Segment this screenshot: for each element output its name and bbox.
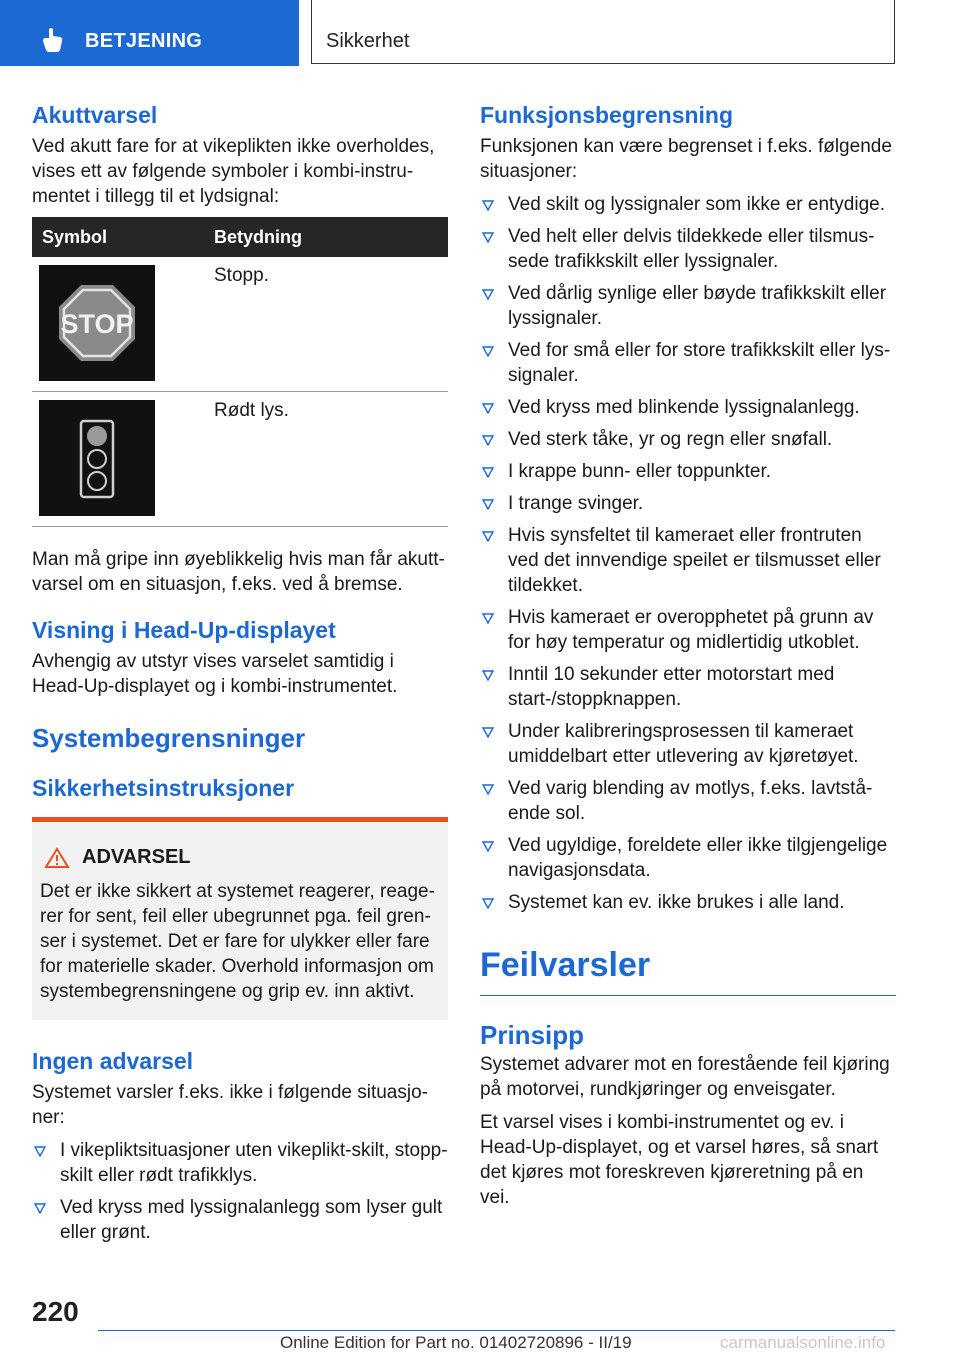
section-tab (0, 0, 299, 66)
hand-pointer-icon (40, 27, 66, 53)
triangle-bullet-icon (482, 784, 494, 795)
heading-no-warning: Ingen advarsel (32, 1048, 194, 1074)
warning-text: Det er ikke sikkert at systemet reagerer, reage-rer for sent, feil eller ubegrunnet pga. feil gren-ser i systemet. Det er fare for ulykker eller fare for materielle skader. Overhold informasjon om systembegrensningene og grip ev. inn aktivt. (40, 881, 435, 1002)
list-item: Hvis kameraet er overopphetet på grunn av for høy temperatur og midlertidig utkoblet. (480, 605, 896, 655)
heading-hud: Visning i Head-Up-displayet (32, 617, 336, 643)
heading-principle: Prinsipp (480, 1020, 585, 1050)
list-item: Hvis synsfeltet til kameraet eller frontruten ved det innvendige speilet er tilsmusset eller tildekket. (480, 523, 896, 598)
list-item: Inntil 10 sekunder etter motorstart med start-/stoppknappen. (480, 662, 896, 712)
paragraph-func-limits: Funksjonen kan være begrenset i f.eks. følgende situasjoner: (480, 136, 892, 182)
list-item: Ved ugyldige, foreldete eller ikke tilgjengelige navigasjonsdata. (480, 833, 896, 883)
paragraph-principle-2: Et varsel vises i kombi-instrumentet og ev. i Head-Up-displayet, og et varsel høres, så snart det kjøres mot foreskreven kjøreretning på en vei. (480, 1112, 879, 1208)
triangle-bullet-icon (482, 898, 494, 909)
symbol-table (32, 217, 448, 527)
page-header (0, 0, 960, 66)
paragraph-akuttvarsel: Ved akutt fare for at vikeplikten ikke overholdes, vises ett av følgende symboler i kombi-instru-mentet i tillegg til et lydsignal: (32, 136, 435, 207)
triangle-bullet-icon (482, 670, 494, 681)
list-item: Under kalibreringsprosessen til kameraet umiddelbart etter utlevering av kjøretøyet. (480, 719, 896, 769)
func-limits-list (480, 192, 896, 915)
triangle-bullet-icon (482, 289, 494, 300)
triangle-bullet-icon (482, 200, 494, 211)
triangle-bullet-icon (34, 1146, 46, 1157)
paragraph-hud: Avhengig av utstyr vises varselet samtidig i Head-Up-displayet og i kombi-instrumentet. (32, 651, 398, 697)
meaning-cell: Rødt lys. (208, 392, 448, 527)
triangle-bullet-icon (482, 435, 494, 446)
table-row (32, 257, 448, 392)
list-item: Ved dårlig synlige eller bøyde trafikkskilt eller lyssignaler. (480, 281, 896, 331)
no-warning-list (32, 1138, 448, 1245)
triangle-bullet-icon (34, 1203, 46, 1214)
triangle-bullet-icon (482, 841, 494, 852)
list-item: Ved kryss med blinkende lyssignalanlegg. (480, 395, 896, 420)
list-item: Ved sterk tåke, yr og regn eller snøfall. (480, 427, 896, 452)
list-item: Ved skilt og lyssignaler som ikke er entydige. (480, 192, 896, 217)
warning-box (32, 817, 448, 1020)
section-label: BETJENING (85, 30, 203, 52)
left-column (32, 100, 448, 1252)
list-item: Ved kryss med lyssignalanlegg som lyser gult eller grønt. (32, 1195, 448, 1245)
chapter-label: Sikkerhet (326, 30, 410, 52)
heading-func-limits: Funksjonsbegrensning (480, 102, 734, 128)
triangle-bullet-icon (482, 403, 494, 414)
list-item: Ved for små eller for store trafikkskilt eller lys-signaler. (480, 338, 896, 388)
heading-safety: Sikkerhetsinstruksjoner (32, 775, 295, 801)
triangle-bullet-icon (482, 531, 494, 542)
right-column (480, 100, 896, 1218)
paragraph-no-warning: Systemet varsler f.eks. ikke i følgende situasjo-ner: (32, 1082, 428, 1128)
triangle-bullet-icon (482, 727, 494, 738)
footer-watermark: carmanualsonline.info (720, 1333, 886, 1352)
chapter-box (311, 0, 895, 64)
meaning-cell: Stopp. (208, 257, 448, 392)
warning-triangle-icon (44, 847, 70, 869)
triangle-bullet-icon (482, 499, 494, 510)
warning-title: ADVARSEL (82, 846, 191, 868)
triangle-bullet-icon (482, 467, 494, 478)
footer-edition: Online Edition for Part no. 01402720896 - II/19 (280, 1333, 632, 1352)
table-row (32, 392, 448, 527)
table-header-row (32, 217, 448, 257)
column-header-symbol: Symbol (32, 217, 208, 257)
list-item: I vikepliktsituasjoner uten vikeplikt-skilt, stopp-skilt eller rødt trafikklys. (32, 1138, 448, 1188)
warning-header (40, 846, 440, 869)
column-header-meaning: Betydning (208, 217, 448, 257)
list-item: Ved varig blending av motlys, f.eks. lavtstå-ende sol. (480, 776, 896, 826)
list-item: Ved helt eller delvis tildekkede eller tilsmus-sede trafikkskilt eller lyssignaler. (480, 224, 896, 274)
heading-system-limits: Systembegrensninger (32, 723, 306, 753)
svg-text:STOP: STOP (60, 309, 134, 339)
list-item: I krappe bunn- eller toppunkter. (480, 459, 896, 484)
footer-rule (98, 1330, 895, 1331)
paragraph-intervene: Man må gripe inn øyeblikkelig hvis man får akutt-varsel om en situasjon, f.eks. ved å bremse. (32, 549, 445, 595)
stop-sign-icon (39, 265, 155, 381)
triangle-bullet-icon (482, 346, 494, 357)
red-light-icon (39, 400, 155, 516)
page-number: 220 (32, 1296, 79, 1327)
triangle-bullet-icon (482, 232, 494, 243)
paragraph-principle-1: Systemet advarer mot en forestående feil kjøring på motorvei, rundkjøringer og enveisgater. (480, 1054, 890, 1100)
heading-akuttvarsel: Akuttvarsel (32, 102, 158, 128)
heading-error-warnings: Feilvarsler (480, 943, 896, 996)
list-item: I trange svinger. (480, 491, 896, 516)
list-item: Systemet kan ev. ikke brukes i alle land. (480, 890, 896, 915)
triangle-bullet-icon (482, 613, 494, 624)
